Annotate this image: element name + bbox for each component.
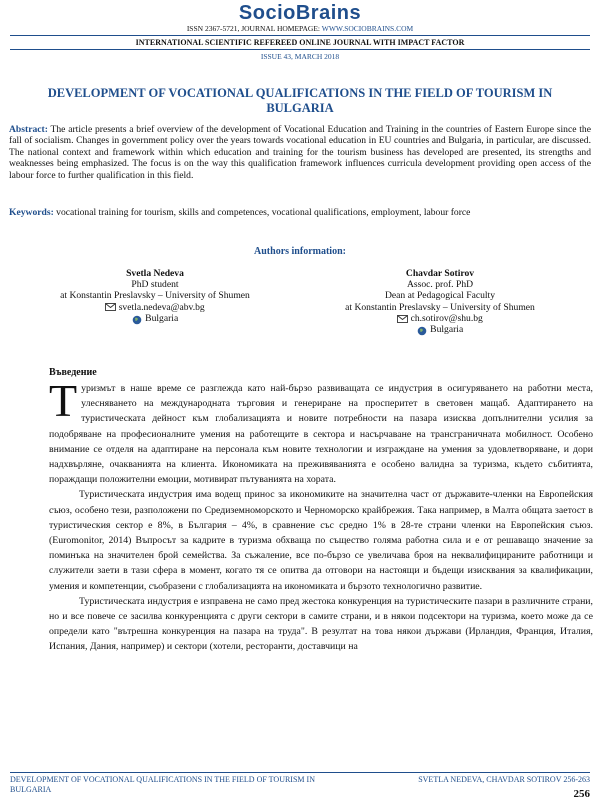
keywords-text: vocational training for tourism, skills and competences, vocational qualifications, employment, labour force [53, 207, 471, 218]
author-affiliation: at Konstantin Preslavsky – University of Shumen [345, 301, 535, 313]
author-card-1 [40, 268, 270, 324]
abstract-text: The article presents a brief overview of the development of Vocational Education and Training in the countries of Eastern Europe since the fall of socialism. Changes in government policy over the years towards vocational education in EU countries and Bulgaria, in particular, are discussed. The national context and framework within which education and training for the tourism business has developed are presented, its strengths and weaknesses being emphasized. The focus is on the way this qualification framework influences curricula development providing open access of the labour force to further qualification in this field. [9, 124, 591, 181]
keywords-label: Keywords: [9, 207, 54, 218]
globe-icon [132, 315, 143, 323]
issn-text: ISSN 2367-5721, JOURNAL HOMEPAGE: [186, 24, 322, 33]
page-number: 256 [573, 788, 590, 800]
body-text [49, 375, 593, 655]
abstract [9, 124, 591, 181]
article-title: DEVELOPMENT OF VOCATIONAL QUALIFICATIONS IN THE FIELD OF TOURISM IN BULGARIA [47, 86, 553, 115]
paragraph-2: Туристическата индустрия има водещ принос за икономиките на значителна част от държавите-членки на Европейския съюз, особено тези, разположени по Средиземноморското и Черноморско крайбрежия. Така например, в Малта общата заетост в туристическия сектор е 8%, в България – 4%, в сравнение със средно 1% в 28-те страни членки на Европейския съюз. (Euromonitor, 2014) Въпросът за кадрите в туризма обхваща по същество голяма работна сила и е от решаващо значение за поминъка на значителен брой семейства. За съжаление, все по-бързо се увеличава броя на неквалифицираните работници и служители заети в тази сфера в момент, когато тя се опитва да отговори на настоящи и бъдещи изисквания за квалификации, умения и компетенции, съобразени с глобализацията на икономиката и бързото технологично развитие. [49, 489, 593, 592]
authors-heading: Authors information: [254, 246, 346, 257]
abstract-label: Abstract: [9, 124, 48, 135]
globe-icon [417, 326, 428, 334]
keywords [9, 207, 591, 218]
footer-divider [10, 772, 590, 773]
journal-subtitle: INTERNATIONAL SCIENTIFIC REFEREED ONLINE JOURNAL WITH IMPACT FACTOR [135, 38, 465, 47]
author-name: Chavdar Sotirov [405, 268, 475, 279]
author-name: Svetla Nedeva [126, 268, 184, 279]
envelope-icon [397, 315, 408, 323]
section-heading: Въведение [49, 367, 97, 378]
author-email[interactable]: ch.sotirov@shu.bg [410, 312, 483, 324]
drop-cap: Т [49, 375, 78, 426]
header-divider-2 [10, 49, 590, 50]
journal-homepage-link[interactable]: WWW.SOCIOBRAINS.COM [321, 24, 414, 33]
footer-authors: SVETLA NEDEVA, CHAVDAR SOTIROV 256-263 [418, 775, 590, 784]
author-country: Bulgaria [145, 312, 179, 324]
author-affiliation: at Konstantin Preslavsky – University of Shumen [60, 290, 250, 302]
paragraph-3: Туристическата индустрия е изправена не само пред жестока конкуренция на туристическите пазари в различните страни, но и все повече се засилва конкуренцията с други сектори в самите страни, и в някои подсектори на туризма, което може да се определи като "вътрешна конкуренция на пазара на труда". В резултат на това някои държави (Ирландия, Франция, Италия, Испания, Дания, например) и сектори (хотели, ресторанти, доставчици на [49, 595, 593, 653]
author-email[interactable]: svetla.nedeva@abv.bg [118, 301, 205, 313]
footer-title: DEVELOPMENT OF VOCATIONAL QUALIFICATIONS IN THE FIELD OF TOURISM IN BULGARIA [10, 775, 315, 794]
header-divider [10, 35, 590, 36]
paragraph-1 [49, 375, 593, 487]
author-position: PhD student [131, 279, 179, 291]
author-card-2 [320, 268, 560, 335]
issn-line [0, 24, 600, 33]
envelope-icon [105, 303, 116, 311]
author-position: Assoc. prof. PhD [406, 279, 474, 291]
paragraph-1-text: уризмът в наше време се разглежда като най-бързо развиващата се индустрия в осигуряването на работни места, улесняването на международната търговия и генериране на просперитет в световен мащаб. Адаптирането на туристическата дейност към глобализацията и новите потребности на пазара изисква допълнителни усилия за подобряване на професионалните умения на работещите в сектора и насърчаване на трансграничната мобилност. Особено внимание се отделя на адаптиране на персонала към новите технологии и изграждане на умения за удовлетворяване, и дори надхвърляне, очакванията на клиента. Икономиката на преживяванията е особено валидна за туризма, където събитията, пораждащи положителни емоции, мотивират пътуванията на хората. [49, 383, 593, 486]
journal-logo: SocioBrains [238, 2, 362, 24]
author-country: Bulgaria [430, 324, 464, 336]
issue-line: ISSUE 43, MARCH 2018 [260, 52, 340, 61]
author-role: Dean at Pedagogical Faculty [384, 290, 496, 302]
